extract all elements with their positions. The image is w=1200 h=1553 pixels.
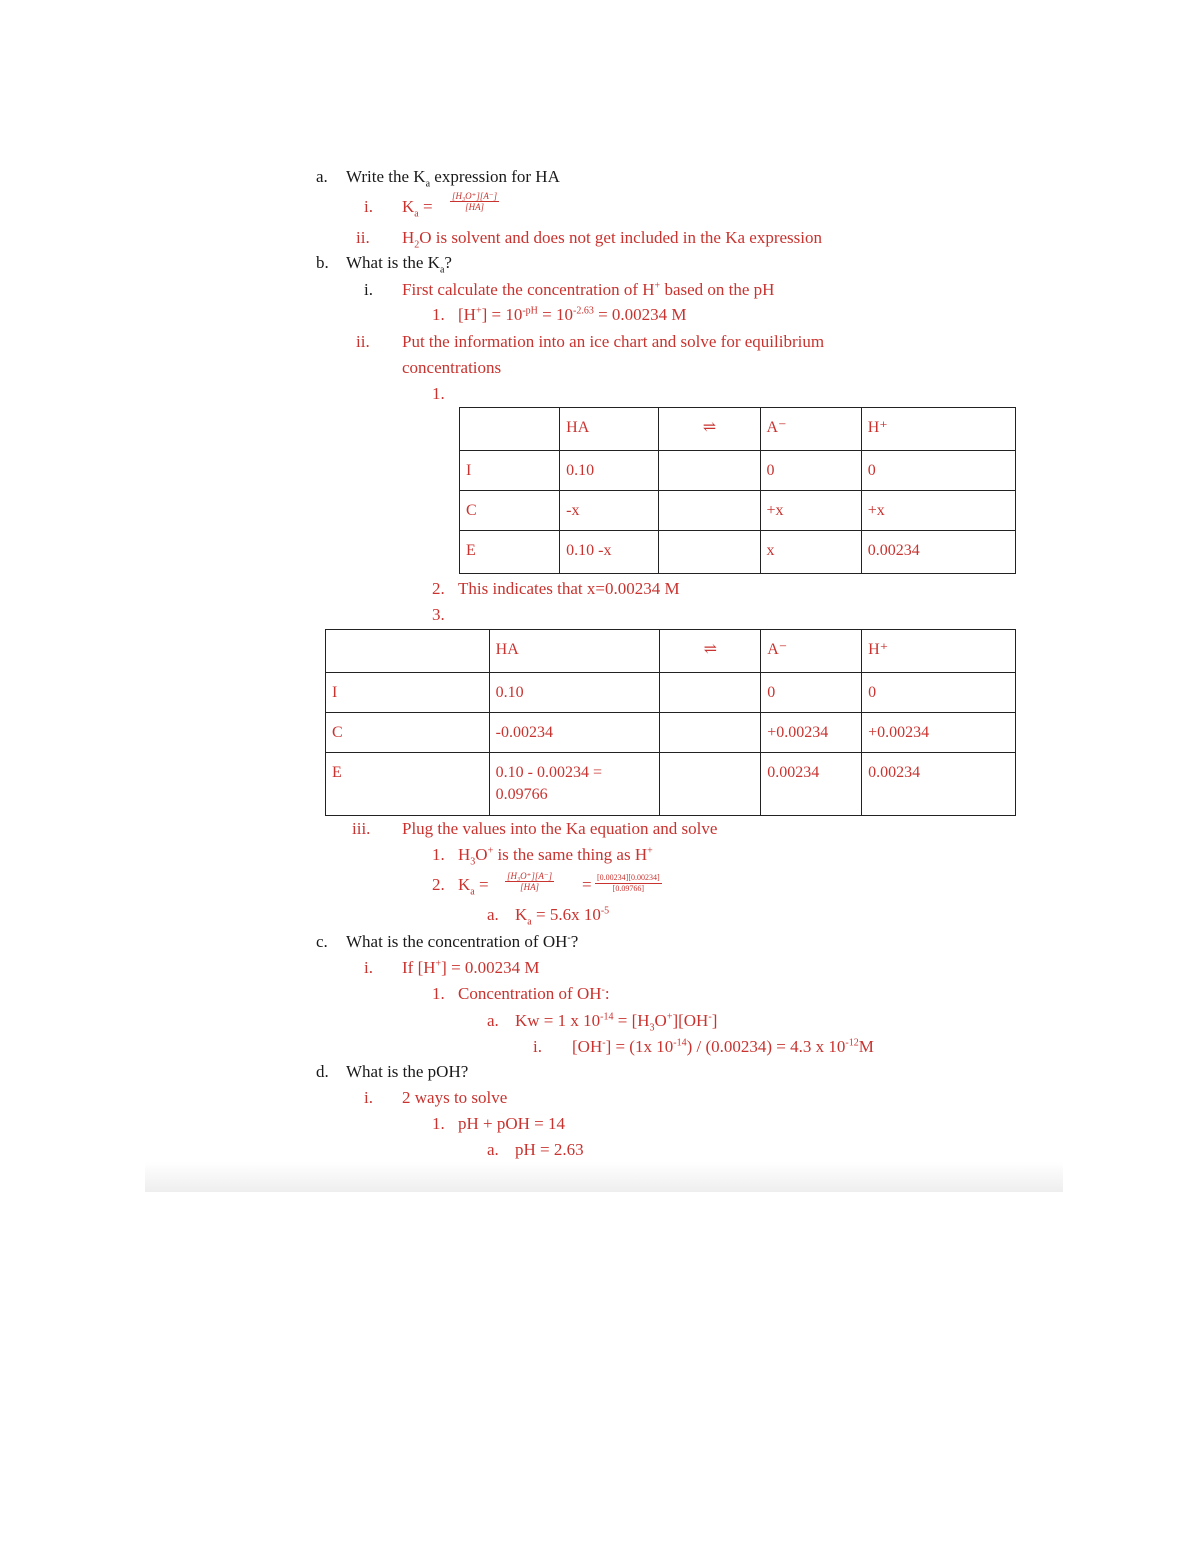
marker-c: c.	[316, 932, 328, 951]
table-cell: 0.00234	[862, 753, 1016, 816]
table-cell: H⁺	[861, 408, 1015, 451]
table-cell: 0.10	[489, 673, 660, 713]
fraction-denominator: [HA]	[520, 882, 540, 892]
two-ways-note: 2 ways to solve	[402, 1088, 508, 1107]
marker-b: b.	[316, 253, 329, 272]
table-cell	[660, 713, 761, 753]
step-calc-h: First calculate the concentration of H+ based on the pH	[402, 280, 775, 299]
solvent-note: $H_2O$ is solvent and does not get included in the Ka expression	[402, 228, 823, 251]
ka-symbolic-fraction	[505, 871, 554, 892]
e-row-ha-line1: 0.10 - 0.00234 =	[495, 764, 603, 781]
kw-equation: Kw = 1 x $10^{-14} = [H_3O^+][OH^-]$	[515, 1011, 718, 1034]
oh-concentration-heading: Concentration of OH-:	[458, 984, 610, 1003]
plug-values-instruction: Plug the values into the Ka equation and solve	[402, 819, 718, 838]
table-row	[460, 491, 1016, 531]
table-cell: I	[326, 673, 490, 713]
table-cell: 0.00234	[761, 753, 862, 816]
table-row	[460, 531, 1016, 574]
fraction-denominator: [HA]	[465, 202, 485, 212]
ka-symbol: $K_a$ =	[402, 197, 433, 220]
marker-a-ii: ii.	[356, 228, 370, 247]
table-cell: 0	[760, 451, 861, 491]
table-cell	[659, 491, 760, 531]
ph-value: pH = 2.63	[515, 1140, 584, 1159]
table-cell: +x	[760, 491, 861, 531]
marker-b-iii-2: 2.	[432, 875, 445, 894]
fraction-numerator: [0.00234][0.00234]	[597, 873, 660, 882]
ice-chart-instruction: Put the information into an ice chart and solve for equilibrium	[402, 332, 825, 351]
table-cell: C	[326, 713, 490, 753]
marker-a-i: i.	[364, 197, 373, 216]
table-cell: 0.00234	[861, 531, 1015, 574]
table-cell	[460, 408, 560, 451]
table-cell: 0	[862, 673, 1016, 713]
table-cell: E	[326, 753, 490, 816]
table-cell: HA	[560, 408, 659, 451]
table-cell	[326, 630, 490, 673]
marker-b-iii-2-a: a.	[487, 905, 499, 924]
table-cell: +x	[861, 491, 1015, 531]
table-cell	[489, 753, 660, 816]
equilibrium-arrow: ⇌	[660, 630, 761, 673]
table-cell: -x	[560, 491, 659, 531]
table-cell: HA	[489, 630, 660, 673]
table-cell: E	[460, 531, 560, 574]
marker-b-ii-3: 3.	[432, 605, 445, 624]
table-row	[326, 753, 1016, 816]
marker-b-i: i.	[364, 280, 373, 299]
ka-numeric-fraction	[595, 873, 662, 894]
equilibrium-arrow: ⇌	[659, 408, 760, 451]
marker-c-i-1-a-i: i.	[533, 1037, 542, 1056]
table-cell: H⁺	[862, 630, 1016, 673]
fraction-numerator: [H₃O⁺][A⁻]	[507, 871, 553, 881]
ph-poh-relation: pH + pOH = 14	[458, 1114, 566, 1133]
ice-table-2	[325, 629, 1016, 816]
ice-chart-instruction-line2: concentrations	[402, 358, 502, 377]
marker-b-i-1: 1.	[432, 305, 445, 324]
ka-expression-fraction	[450, 191, 499, 212]
h-concentration-equation: $[H^+] = 10^{-pH} = 10^{-2.63} = 0.00234$ M	[458, 305, 687, 324]
table-cell: 0.10 -x	[560, 531, 659, 574]
table-cell: A⁻	[761, 630, 862, 673]
table-cell: +0.00234	[761, 713, 862, 753]
fraction-numerator: [H₃O⁺][A⁻]	[452, 191, 498, 201]
table-cell: -0.00234	[489, 713, 660, 753]
marker-d-i: i.	[364, 1088, 373, 1107]
table-cell: C	[460, 491, 560, 531]
marker-b-iii: iii.	[352, 819, 371, 838]
marker-c-i-1-a: a.	[487, 1011, 499, 1030]
table-cell	[659, 531, 760, 574]
marker-d-i-1-a: a.	[487, 1140, 499, 1159]
question-b: What is the $K_a$?	[346, 253, 452, 276]
table-header-row	[326, 630, 1016, 673]
question-a: Write the $K_a$ expression for HA	[346, 167, 560, 190]
equals-sign: =	[582, 875, 592, 894]
question-c: What is the concentration of OH-?	[346, 932, 579, 951]
ka-symbol-2: $K_a$ =	[458, 875, 489, 898]
x-value-note: This indicates that x=0.00234 M	[458, 579, 680, 598]
table-cell	[659, 451, 760, 491]
h-given-note: If [H+] = 0.00234 M	[402, 958, 540, 977]
table-cell	[660, 673, 761, 713]
table-row	[326, 673, 1016, 713]
marker-c-i-1: 1.	[432, 984, 445, 1003]
marker-a: a.	[316, 167, 328, 186]
table-header-row	[460, 408, 1016, 451]
question-d: What is the pOH?	[346, 1062, 469, 1081]
marker-b-ii-2: 2.	[432, 579, 445, 598]
marker-b-iii-1: 1.	[432, 845, 445, 864]
e-row-ha-line2: 0.09766	[495, 786, 548, 803]
marker-d: d.	[316, 1062, 329, 1081]
fraction-denominator: [0.09766]	[612, 884, 644, 893]
table-row	[460, 451, 1016, 491]
ka-result: $K_a = 5.6x$ $10^{-5}$	[515, 905, 610, 928]
marker-b-ii: ii.	[356, 332, 370, 351]
table-cell: I	[460, 451, 560, 491]
ice-table-1	[459, 407, 1016, 574]
table-cell: A⁻	[760, 408, 861, 451]
table-cell: 0.10	[560, 451, 659, 491]
table-cell: +0.00234	[862, 713, 1016, 753]
marker-b-ii-1: 1.	[432, 384, 445, 403]
table-cell: x	[760, 531, 861, 574]
table-cell	[660, 753, 761, 816]
table-cell: 0	[761, 673, 862, 713]
marker-c-i: i.	[364, 958, 373, 977]
table-row	[326, 713, 1016, 753]
page-fade-band	[145, 1162, 1063, 1192]
table-cell: 0	[861, 451, 1015, 491]
marker-d-i-1: 1.	[432, 1114, 445, 1133]
oh-result-equation: [OH-] = (1x $10^{-14}) / (0.00234) = 4.3$ x $10^{-12}M$	[572, 1037, 874, 1056]
h3o-equivalence-note: $H_3O^+$ is the same thing as H+	[458, 845, 653, 868]
